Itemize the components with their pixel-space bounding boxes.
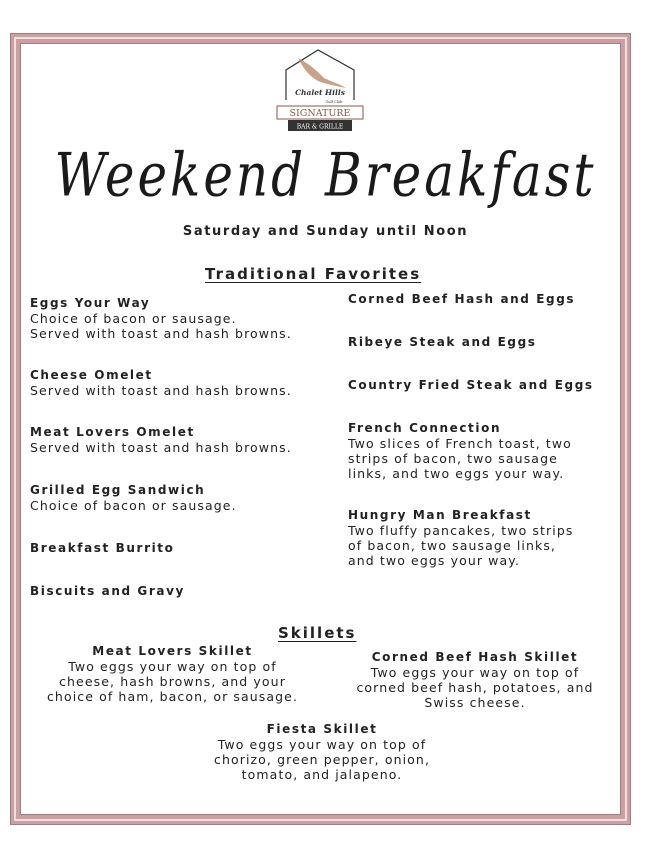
menu-item-name: Grilled Egg Sandwich [30, 483, 206, 497]
menu-item [30, 584, 340, 599]
menu-item-name: Cheese Omelet [30, 368, 153, 382]
menu-item-description: and two eggs your way. [348, 553, 521, 568]
menu-item-description: choice of ham, bacon, or sausage. [46, 689, 299, 704]
menu-item-name: Country Fried Steak and Eggs [348, 378, 594, 392]
menu-item-description: tomato, and jalapeno. [241, 767, 403, 782]
menu-item-description: Swiss cheese. [424, 695, 526, 710]
menu-item [30, 483, 340, 513]
menu-item-description: Two eggs your way on top of [68, 659, 277, 674]
menu-item-description: Two slices of French toast, two [348, 436, 572, 451]
menu-item-name: Corned Beef Hash and Eggs [348, 292, 576, 306]
menu-item [348, 421, 618, 481]
menu-item [330, 650, 620, 710]
menu-item-description: Two eggs your way on top of [217, 737, 427, 752]
menu-item-name: Meat Lovers Skillet [92, 644, 253, 658]
traditional-favorites-heading: Traditional Favorites [205, 265, 422, 283]
menu-item-description: strips of bacon, two sausage [348, 451, 558, 466]
menu-item-description: Choice of bacon or sausage. [30, 311, 237, 326]
menu-item-description: Two fluffy pancakes, two strips [348, 523, 574, 538]
menu-item-name: Breakfast Burrito [30, 541, 175, 555]
menu-item-description: chorizo, green pepper, onion, [213, 752, 431, 767]
menu-item-name: Meat Lovers Omelet [30, 425, 195, 439]
menu-item [348, 292, 618, 307]
menu-item-name: French Connection [348, 421, 502, 435]
menu-item-description: Served with toast and hash browns. [30, 383, 292, 398]
menu-item-name: Fiesta Skillet [266, 722, 378, 736]
menu-item-name: Hungry Man Breakfast [348, 508, 532, 522]
menu-item [30, 368, 340, 398]
menu-item-name: Eggs Your Way [30, 296, 151, 310]
subtitle: Saturday and Sunday until Noon [182, 224, 469, 239]
menu-item [348, 508, 618, 568]
menu-item-name: Corned Beef Hash Skillet [371, 650, 579, 664]
menu-item-description: cheese, hash browns, and your [59, 674, 286, 689]
menu-item [348, 378, 618, 393]
menu-item-description: links, and two eggs your way. [348, 466, 565, 481]
menu-item-description: of bacon, two sausage links, [348, 538, 557, 553]
menu-item [162, 722, 482, 782]
menu-item [30, 541, 340, 556]
menu-item-description: Choice of bacon or sausage. [30, 498, 237, 513]
logo-signature: SIGNATURE [289, 108, 351, 119]
menu-item [30, 296, 340, 341]
menu-item-description: Served with toast and hash browns. [30, 440, 292, 455]
logo-tagline: BAR & GRILLE [296, 123, 344, 131]
hawk-icon [298, 58, 346, 88]
menu-item-description: Served with toast and hash browns. [30, 326, 292, 341]
menu-item-name: Biscuits and Gravy [30, 584, 185, 598]
menu-item [20, 644, 325, 704]
menu-item [348, 335, 618, 350]
menu-item-description: corned beef hash, potatoes, and [356, 680, 594, 695]
menu-item [30, 425, 340, 455]
logo-club-sub: Golf Club [325, 100, 343, 104]
skillets-heading: Skillets [278, 624, 357, 642]
logo-club-name: Chalet Hills [295, 88, 345, 97]
menu-item-name: Ribeye Steak and Eggs [348, 335, 537, 349]
menu-item-description: Two eggs your way on top of [370, 665, 580, 680]
signature-bar-grille-logo [274, 46, 366, 132]
page-title: Weekend Breakfast [54, 140, 597, 210]
